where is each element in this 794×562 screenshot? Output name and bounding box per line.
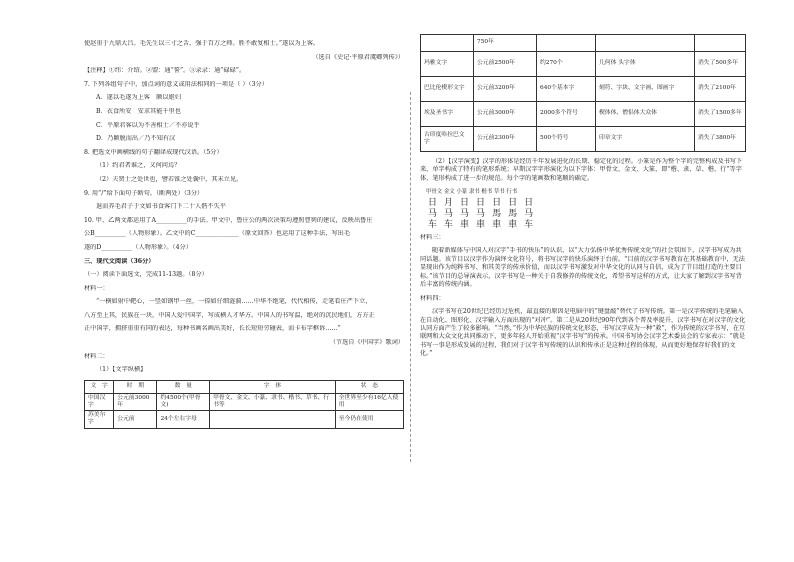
table-cell: 消失了2100年 xyxy=(695,77,746,102)
table-row xyxy=(421,127,746,152)
table-cell: 古印度哈拉巴文字 xyxy=(421,127,474,152)
text-line: 使赵重于九鼎大吕。毛先生以三寸之舌，强于百万之师。胜不敢复相士。”遂以为上客。 xyxy=(84,40,320,47)
glyph-row xyxy=(428,198,437,230)
table-cell: 甲骨文、金文、小篆、隶书、楷书、草书、行书等 xyxy=(210,393,336,410)
glyph: 马 xyxy=(428,208,438,219)
glyph: 马 xyxy=(524,208,534,219)
table-header-cell: 状 态 xyxy=(335,380,403,393)
table-cell: 公元前3000年 xyxy=(114,393,157,410)
table-row xyxy=(421,35,746,52)
table-cell: 750年 xyxy=(474,35,537,52)
annotation-note: 【注释】①纬：介绍。②盟：通“誓”。③录录：通“碌碌”。 xyxy=(84,67,246,75)
glyph: 日 xyxy=(460,197,470,208)
right-column xyxy=(420,34,746,364)
glyph: 日 xyxy=(492,197,502,208)
question-9-text: 退而养毛君子于文如书食客门下二十人偕不失平 xyxy=(96,203,226,211)
table-cell xyxy=(210,411,336,428)
table-cell: 640个基本字 xyxy=(537,77,596,102)
table-cell: 消失了3800年 xyxy=(695,127,746,152)
table-cell: 苏美尔字 xyxy=(85,411,114,428)
table-cell: 公元前3200年 xyxy=(474,77,537,102)
table-cell: 2000多个符号 xyxy=(537,102,596,127)
glyph-row xyxy=(460,198,469,230)
table-row xyxy=(85,393,404,410)
question-10-line2: 公B__________（人物形象）。乙文中的C______________（原文回答）也运用了这种手法，写出毛 xyxy=(84,230,351,238)
table-cell: 刻符、字块、文字画、图画字 xyxy=(596,77,695,102)
table-cell: 全世界至少有16亿人使用 xyxy=(335,393,403,410)
lyric-line: 八方至上其，民族在一块，中国人爱中国字，写成横人才华方。中国人的书写温，绝对的沉民地们，方方正 xyxy=(84,311,375,319)
option-d: D．乃颖脱而出／乃不知有汉 xyxy=(96,135,176,143)
table-row xyxy=(421,52,746,77)
table-cell: 巴比伦楔形文字 xyxy=(421,77,474,102)
table-cell: 消失了1500多年 xyxy=(695,102,746,127)
option-a: A．遂以毛遂为上客 颇以妪妇 xyxy=(96,94,181,102)
glyph: 馬 xyxy=(492,208,502,219)
script-table-continued xyxy=(420,34,746,152)
glyph: 日 xyxy=(428,197,438,208)
material-3-paragraph: 随着新媒体与中国人对汉字“手书的快乐”的认识，以“大力弘扬中华优秀传统文化”的社会氛围下，汉字书写成为共同话题。该节目以汉字作为演绎文化符号，将书写汉字的快乐演绎于台前。“目前的汉字书写教育在其基础教育中，无法显现出作为纯粹书写、和其美学的传承价值，而以汉字书写激发对中华文化的认同与自信，成为了节目组打造的主要目标。”该节目的总导演表示，汉字书写是一种关于自我修养的传统文化，希望书写这样的方式，让大家了解到汉字书写背后丰富的传统内涵。 xyxy=(420,247,745,289)
table-cell: 公元前2500年 xyxy=(474,52,537,77)
table-row xyxy=(421,77,746,102)
table-cell: 几何体 头字体 xyxy=(596,52,695,77)
table-header-cell: 字 体 xyxy=(210,380,336,393)
table-header-cell: 文 字 xyxy=(85,380,114,393)
table-header-row xyxy=(85,380,404,393)
glyph: 馬 xyxy=(508,208,518,219)
glyph-caption: 甲骨文 金文 小篆 隶书 楷书 草书 行书 xyxy=(426,189,518,196)
subsection-heading: （一）阅读下面选文，完成11-13题。（8分） xyxy=(84,271,208,279)
lyric-line: “一横如射中靶心，一竖如钢甲一丝，一捺如仔细涟漪……中华不绝笔，代代相传，走笔看庄严下立， xyxy=(96,298,372,306)
table-row xyxy=(85,411,404,428)
glyph: 日 xyxy=(524,197,534,208)
glyph: 車 xyxy=(460,219,470,230)
table-cell: 500个符号 xyxy=(537,127,596,152)
glyph: 日 xyxy=(476,197,486,208)
question-7: 7. 下列各组句子中，加点词的意义或用法相同的一项是（ ）（3分） xyxy=(84,80,268,88)
table-header-cell: 时 期 xyxy=(114,380,157,393)
section-heading: 三、现代文阅读（36分） xyxy=(84,257,155,265)
table-cell: 消失了500多年 xyxy=(695,52,746,77)
evolution-paragraph: （2）【汉字演变】汉字的形体是经历千年发展进化的长期、稳定化的过程。小篆是作为整个字的完整构成及书写下来，单字构成了特有的笔形系统；早期汉字字形演化为以下字体：甲骨文、金文、大篆，即“楷、隶、草、楷、行”等字体，笔形构成了进一步的规范。每个字的笔画数和笔顺的确定。 xyxy=(420,158,743,182)
table-cell xyxy=(537,35,596,52)
table-cell: 约4500个(甲骨文) xyxy=(157,393,210,410)
table-cell: 玛雅文字 xyxy=(421,52,474,77)
table-header-cell: 数 量 xyxy=(157,380,210,393)
question-8: 8. 把选文中画横线的句子翻译成现代汉语。（5分） xyxy=(84,148,223,156)
left-column xyxy=(84,40,404,429)
table-cell: 约270个 xyxy=(537,52,596,77)
glyph: 車 xyxy=(492,219,502,230)
material-2-label: 材料二： xyxy=(84,352,109,360)
table-cell: 埃及圣书字 xyxy=(421,102,474,127)
glyph: 马 xyxy=(476,208,486,219)
column-divider xyxy=(410,92,412,462)
question-9: 9. 用“/”给下面句子断句。（断两处）（3分） xyxy=(84,189,204,197)
table-cell: 公元前 xyxy=(114,411,157,428)
glyph-row xyxy=(492,198,501,230)
table-cell xyxy=(421,35,474,52)
option-b: B．衣食所安 安求其能千里也 xyxy=(96,107,181,115)
glyph-evolution-figure xyxy=(428,198,746,230)
option-c: C．平原君客以为不善相士／不亦说乎 xyxy=(96,121,200,129)
glyph-row xyxy=(444,198,453,230)
material-3-label: 材料三： xyxy=(420,233,445,241)
material-1-label: 材料一： xyxy=(84,284,109,292)
material-4-label: 材料四： xyxy=(420,294,445,302)
script-table xyxy=(84,380,404,429)
table-caption: （1）【文字纵横】 xyxy=(96,366,147,374)
table-cell: 公元前2300年 xyxy=(474,127,537,152)
glyph: 车 xyxy=(428,219,438,230)
table-row xyxy=(421,102,746,127)
glyph: 車 xyxy=(476,219,486,230)
question-8-sub1: （1）约君者谁之，又何问焉？ xyxy=(96,162,181,170)
glyph: 车 xyxy=(444,219,454,230)
glyph: 车 xyxy=(524,219,534,230)
glyph: 日 xyxy=(508,197,518,208)
table-cell xyxy=(695,35,746,52)
table-cell: 中国汉字 xyxy=(85,393,114,410)
glyph-row xyxy=(476,198,485,230)
question-8-sub2: （2）夫贤士之处世也，譬若锥之处囊中，其末立见。 xyxy=(96,175,243,183)
table-cell: 印章文字 xyxy=(596,127,695,152)
source-citation: （选自《史记·平原君虞卿列传》） xyxy=(312,53,404,61)
question-10-line3: 遂的D__________（人物形象）。（4分） xyxy=(84,243,192,251)
glyph: 月 xyxy=(444,197,454,208)
lyric-line: 正中国字，拥挤重重有同的表达，每种书画名画出美好，长长短短劳碰表，而卡布字框诉……” xyxy=(84,325,341,333)
table-cell: 楔体体、僧侣体大众体 xyxy=(596,102,695,127)
table-cell: 公元前3000年 xyxy=(474,102,537,127)
table-cell: 至今仍在使用 xyxy=(335,411,403,428)
table-cell xyxy=(596,35,695,52)
material-4-paragraph: 汉字书写在20世纪已经历过危机，最直接的原因是电脑中的“键盘敲”替代了书写传统。第一是汉字传统的毛笔输入在自动化、图形化、汉字输入方面出现的“对冲”。第二是从20世纪90年代到各个普及率提升，汉字书写在对汉字的文化认同方面产生了较多影响。“当然，”作为中华民族的传统文化形态，书写汉字成为一种“救”，作为传统的汉字书写，在互联网和大众文化共同推动下，更多年轻人开始重视“汉字书写”的传承。中国书写协会汉字艺术委员会的专家表示：“就是书写一事是形成发展的过程，我们对于汉字书写传统的认识和传承正是这种过程的体现，从而更好地保存好我们的文化。” xyxy=(420,308,746,358)
glyph-row xyxy=(508,198,517,230)
question-10-line1: 10. 甲、乙两文都运用了A__________的手法。甲文中，鲁庄公的两次决策均遵照曹刿的建议，反映出鲁庄 xyxy=(84,216,373,224)
glyph-row xyxy=(524,198,533,230)
glyph: 車 xyxy=(508,219,518,230)
table-cell: 24个左右字母 xyxy=(157,411,210,428)
glyph: 马 xyxy=(444,208,454,219)
glyph: 马 xyxy=(460,208,470,219)
lyric-source: （节选自《中国字》歌词） xyxy=(329,339,404,347)
